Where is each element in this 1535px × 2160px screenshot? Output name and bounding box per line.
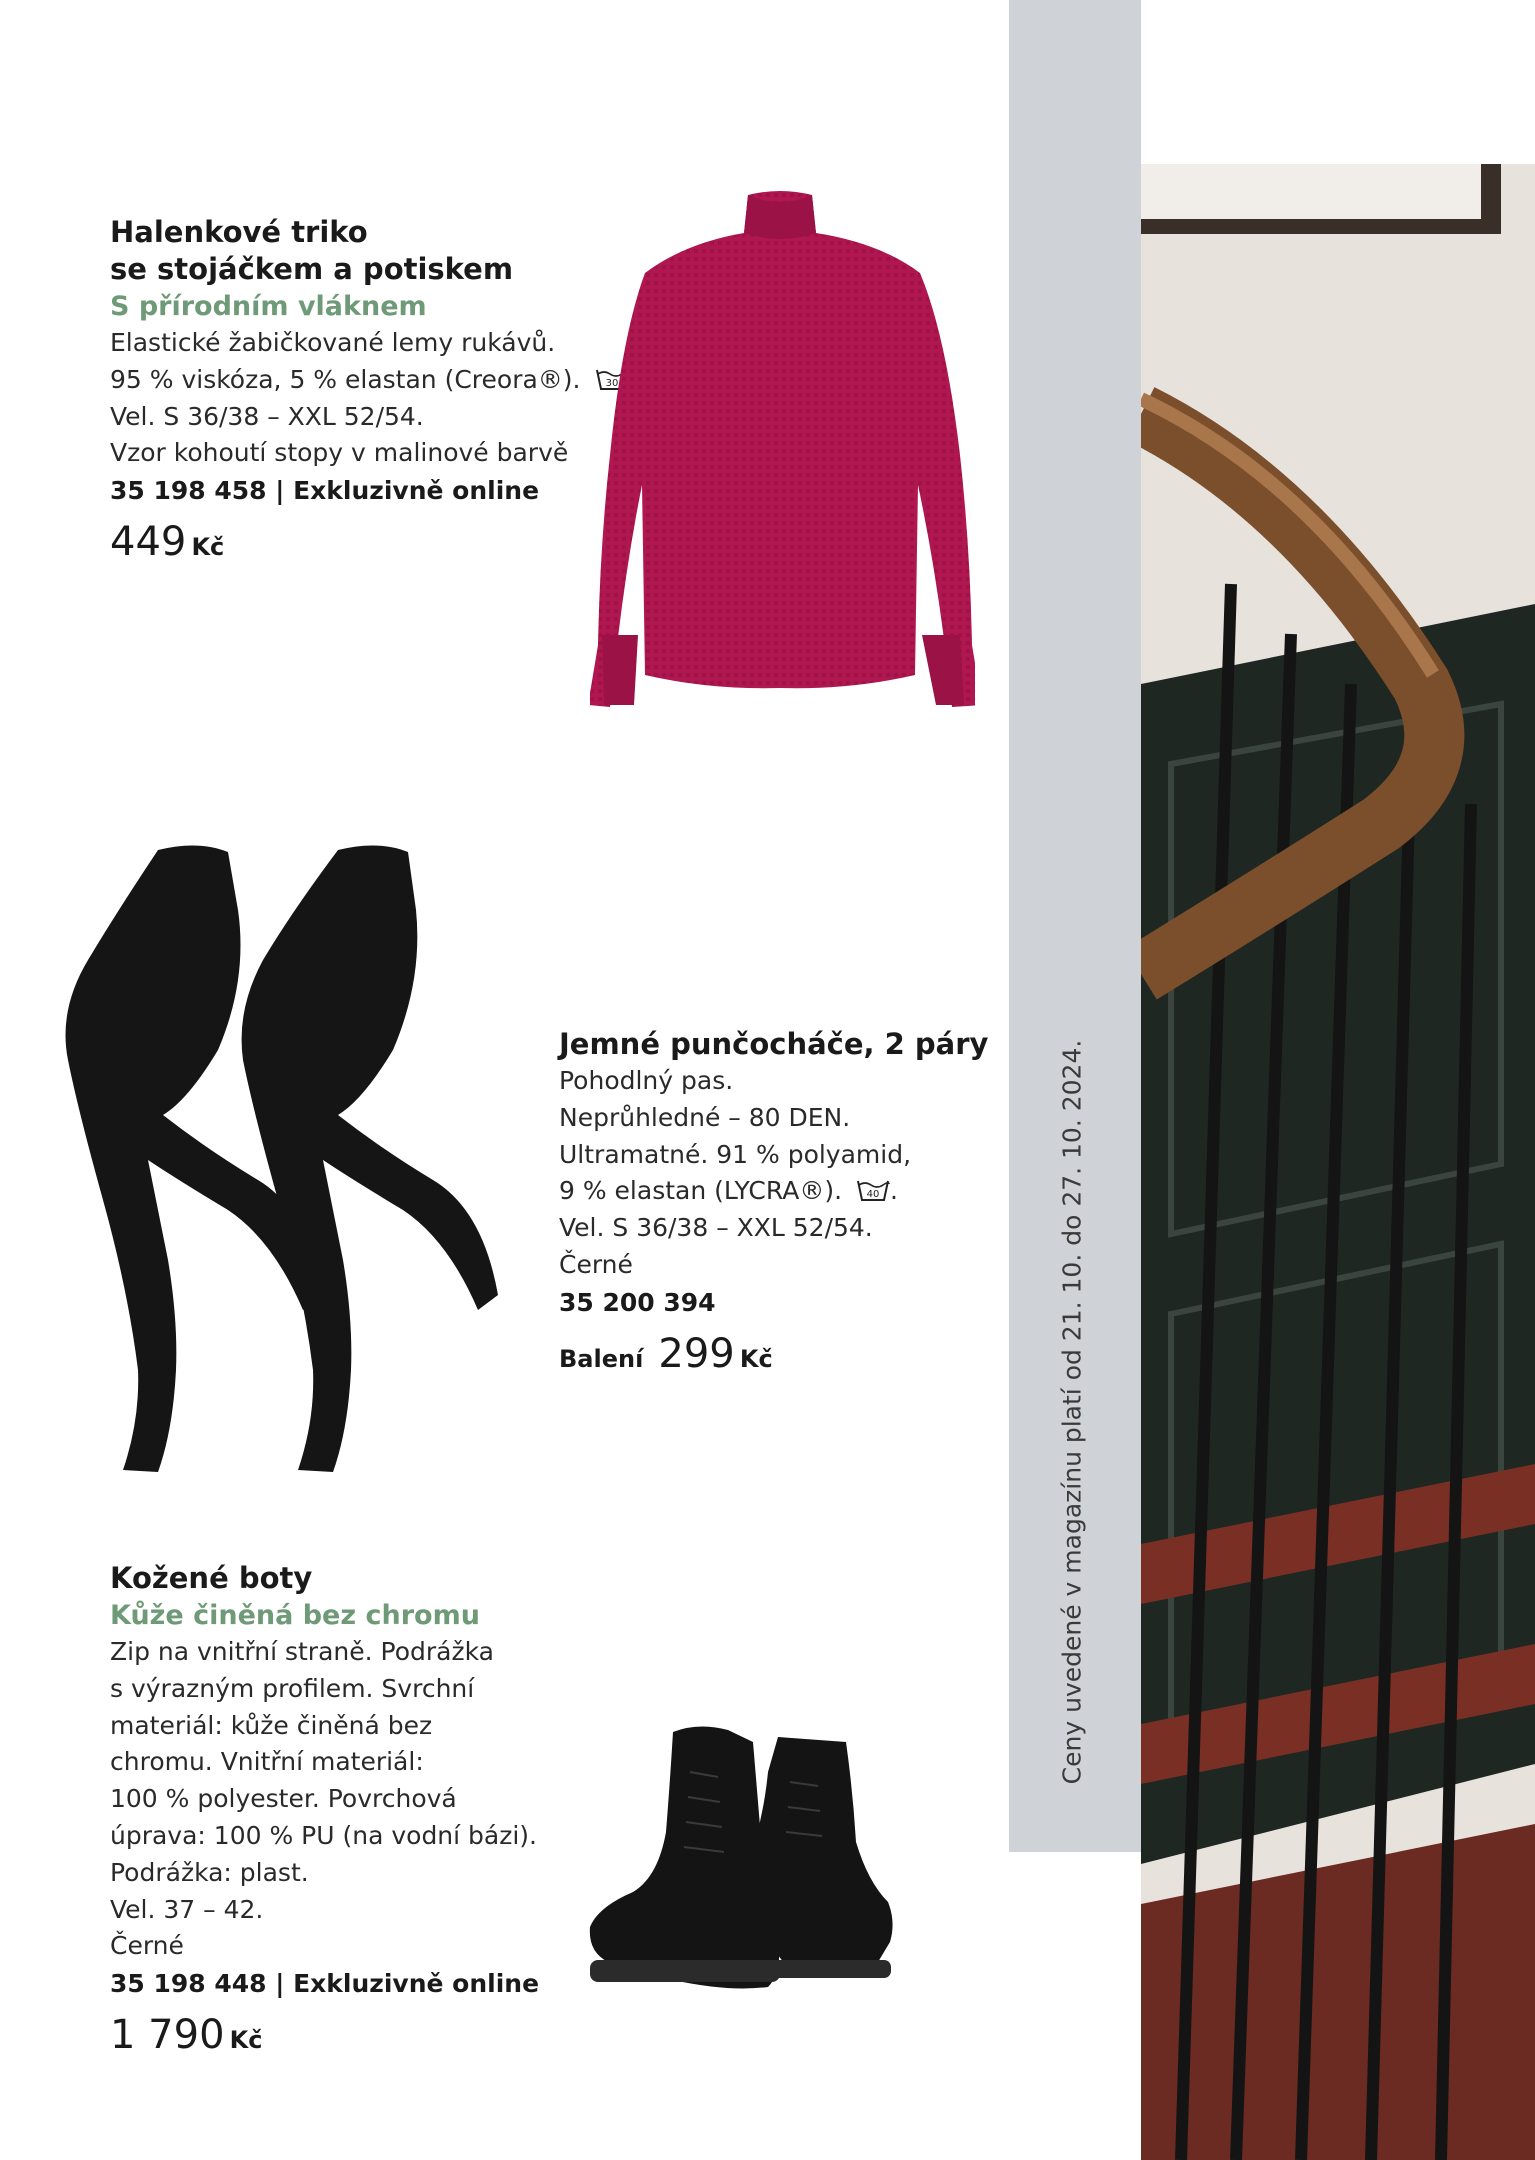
black-leather-boots-image bbox=[578, 1712, 928, 2012]
description-line: Neprůhledné – 80 DEN. bbox=[559, 1102, 851, 1132]
product-tights-info bbox=[559, 1026, 988, 1377]
price-row bbox=[559, 1331, 988, 1377]
description-line: chromu. Vnitřní materiál: bbox=[110, 1747, 424, 1777]
description-line: Ultramatné. 91 % polyamid, bbox=[559, 1139, 912, 1169]
wash-temp-label: 40 bbox=[866, 1189, 880, 1201]
description-line: materiál: kůže činěná bez bbox=[110, 1710, 433, 1740]
raspberry-sweater-image bbox=[590, 185, 975, 710]
product-title: Jemné punčocháče, 2 páry bbox=[559, 1027, 989, 1061]
product-title: Halenkové triko bbox=[110, 215, 368, 249]
description-line: 100 % polyester. Povrchová bbox=[110, 1784, 457, 1814]
product-subtitle: Kůže činěná bez chromu bbox=[110, 1600, 480, 1631]
price: 1 790 bbox=[110, 2012, 225, 2059]
product-code: 35 198 448 | Exkluzivně online bbox=[110, 1969, 540, 1999]
product-boots-info bbox=[110, 1560, 539, 2058]
description-line: Elastické žabičkované lemy rukávů. bbox=[110, 328, 556, 357]
product-title-line-2: se stojáčkem a potiskem bbox=[110, 252, 514, 286]
price-row bbox=[110, 519, 636, 565]
description-line: Vel. S 36/38 – XXL 52/54. bbox=[110, 401, 424, 431]
black-tights-image bbox=[58, 840, 528, 1480]
product-title: Kožené boty bbox=[110, 1561, 313, 1595]
price: 299 bbox=[658, 1330, 735, 1377]
description-line-wash bbox=[110, 362, 636, 399]
description-line: Vel. 37 – 42. bbox=[110, 1894, 264, 1924]
description-text: 95 % viskóza, 5 % elastan (Creora®). bbox=[110, 364, 581, 394]
price: 449 bbox=[110, 519, 187, 566]
wash-symbol-icon bbox=[856, 1178, 890, 1204]
description-line-wash: 9 % elastan (LYCRA®). 40 . bbox=[559, 1176, 898, 1206]
currency: Kč bbox=[739, 1344, 773, 1373]
description-line: Podrážka: plast. bbox=[110, 1857, 309, 1887]
description-line: Pohodlný pas. bbox=[559, 1066, 734, 1095]
currency: Kč bbox=[191, 533, 225, 562]
description-line: Černé bbox=[559, 1249, 633, 1279]
description-line: Vzor kohoutí stopy v malinové barvě bbox=[110, 438, 569, 468]
description-line: Zip na vnitřní straně. Podrážka bbox=[110, 1637, 494, 1666]
description-line: Vel. S 36/38 – XXL 52/54. bbox=[559, 1213, 873, 1243]
product-subtitle: S přírodním vláknem bbox=[110, 291, 427, 322]
description-line: s výrazným profilem. Svrchní bbox=[110, 1673, 475, 1703]
price-validity-note: Ceny uvedené v magazínu platí od 21. 10. do 27. 10. 2024. bbox=[1057, 1039, 1087, 1785]
description-line: úprava: 100 % PU (na vodní bázi). bbox=[110, 1820, 538, 1850]
price-row bbox=[110, 2012, 539, 2058]
price-label: Balení bbox=[559, 1344, 644, 1373]
product-code: 35 200 394 bbox=[559, 1287, 716, 1317]
currency: Kč bbox=[229, 2026, 263, 2055]
staircase-photo bbox=[1141, 164, 1535, 2160]
product-sweater-info bbox=[110, 214, 636, 565]
description-text: 9 % elastan (LYCRA®). bbox=[559, 1176, 843, 1206]
product-code: 35 198 458 | Exkluzivně online bbox=[110, 476, 540, 506]
description-line: Černé bbox=[110, 1931, 184, 1961]
wash-temp-label: 30 bbox=[605, 377, 618, 389]
